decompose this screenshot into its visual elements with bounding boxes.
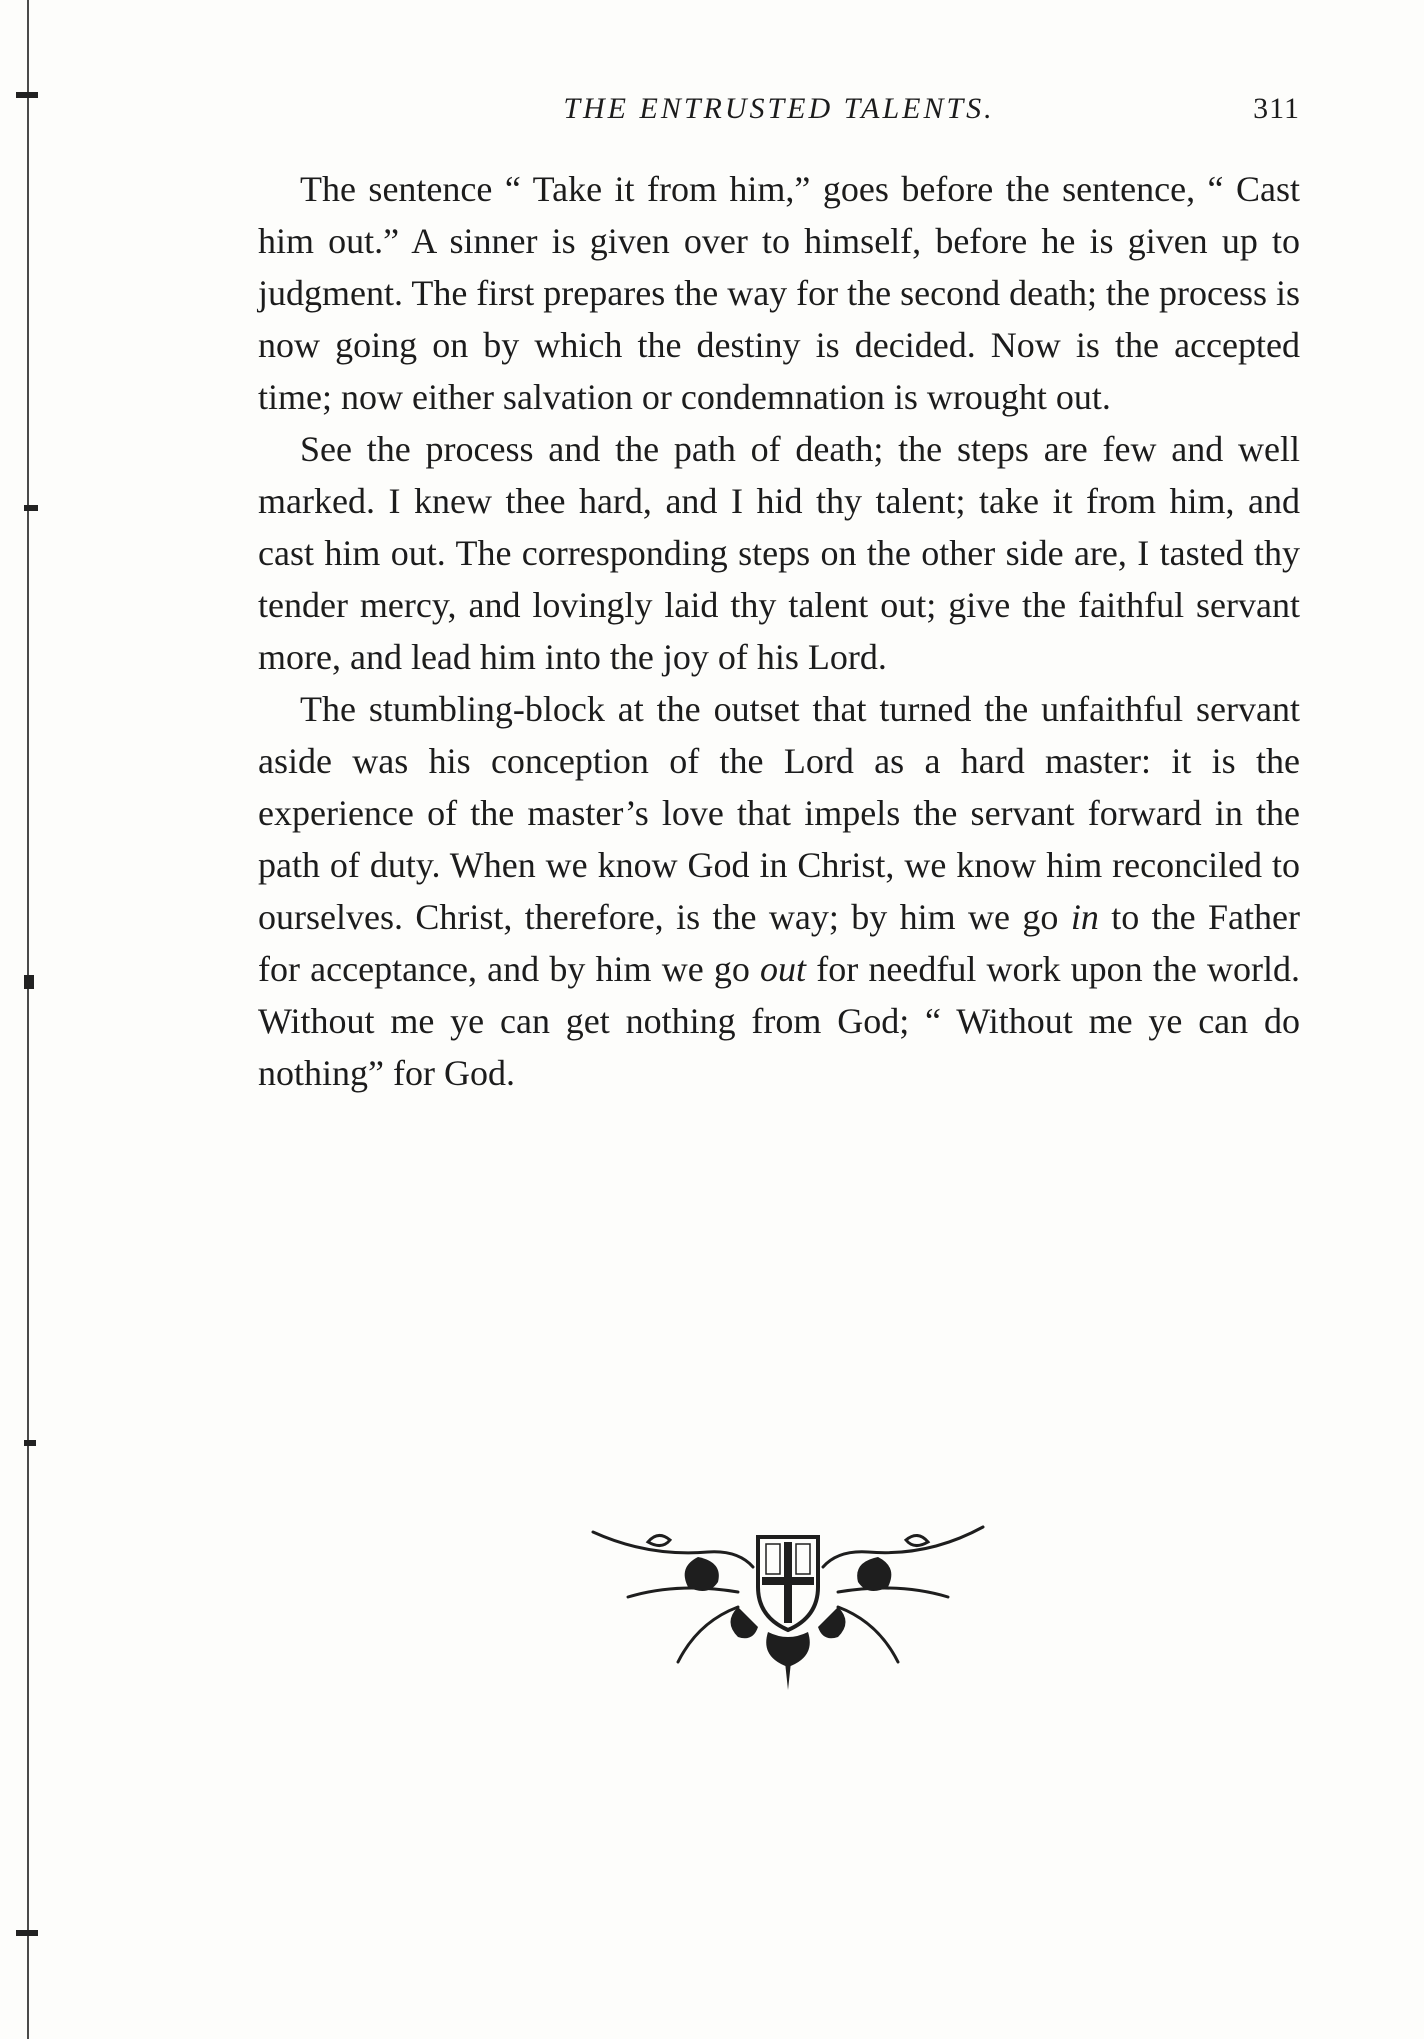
page-number: 311	[1253, 92, 1300, 125]
paragraph	[258, 683, 1300, 1099]
binding-mark	[16, 92, 38, 98]
paragraph-text: The sentence “ Take it from him,” goes before the sentence, “ Cast him out.” A sinner is given over to himself, before he is given up to judgment. The first prepares the way for the second death; the process is now going on by which the destiny is decided. Now is the accepted time; now either salvation or condemnation is wrought out.	[258, 169, 1301, 417]
binding-edge-line	[27, 0, 29, 2039]
italic-word: in	[1070, 897, 1099, 937]
binding-mark	[24, 505, 38, 511]
body-text	[258, 163, 1300, 1099]
italic-word: out	[760, 949, 807, 989]
paragraph	[258, 423, 1300, 683]
binding-mark	[16, 1930, 38, 1936]
paragraph-text: See the process and the path of death; the steps are few and well marked. I knew thee hard, and I hid thy talent; take it from him, and cast him out. The corresponding steps on the other side are, I tasted thy tender mercy, and lovingly laid thy talent out; give the faithful servant more, and lead him into the joy of his Lord.	[258, 429, 1300, 677]
paragraph-text: The stumbling-block at the outset that turned the unfaithful servant aside was his conception of the Lord as a hard master: it is the experience of the master’s love that impels the servant forward in the path of duty. When we know God in Christ, we know him reconciled to ourselves. Christ, therefore, is the way; by him we go	[258, 689, 1300, 937]
floral-shield-cross-ornament-icon	[588, 1512, 988, 1692]
binding-mark	[24, 1440, 36, 1446]
paragraph-text: to the Father for acceptance, and by him we go	[258, 897, 1300, 989]
running-title: THE ENTRUSTED TALENTS.	[563, 92, 995, 125]
binding-mark	[24, 975, 34, 989]
paragraph-text: for needful work upon the world. Without me ye can get nothing from God; “ Without me ye can do nothing” for God.	[258, 949, 1300, 1093]
running-head	[258, 92, 1300, 132]
paragraph	[258, 163, 1300, 423]
